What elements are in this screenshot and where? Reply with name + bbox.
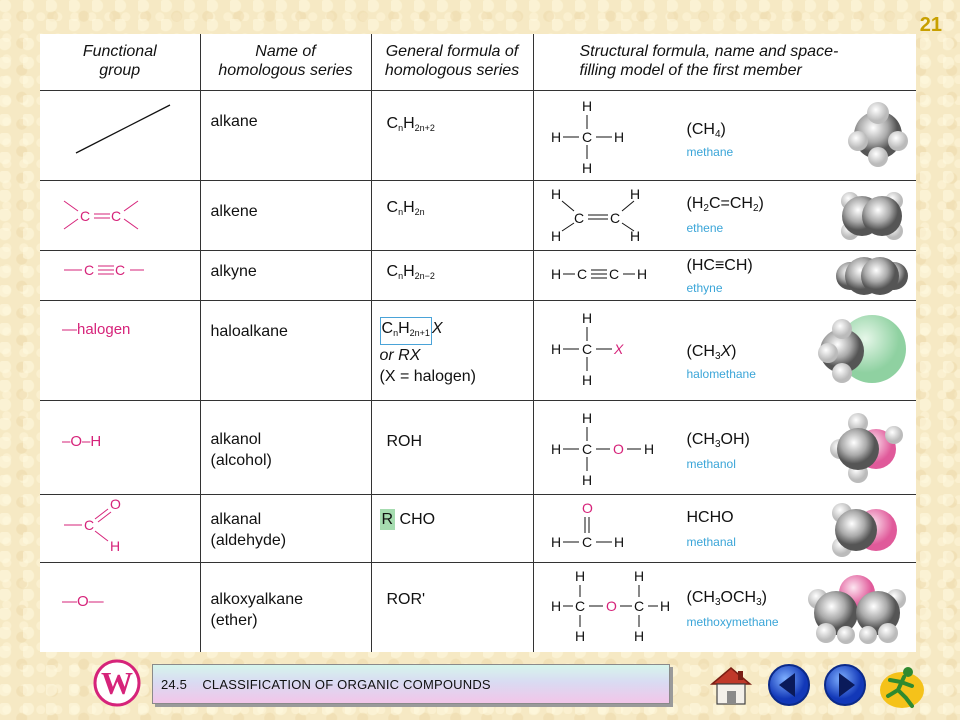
general-formula: ROR' [386, 590, 426, 608]
svg-text:H: H [581, 97, 592, 114]
halomethane-model-icon [812, 305, 908, 395]
ethene-model-icon [836, 187, 908, 245]
functional-group-cell [40, 250, 200, 300]
general-formula: R CHO [381, 510, 436, 528]
svg-text:H: H [613, 128, 624, 145]
methanal-structure-icon [546, 499, 636, 561]
structure-cell [533, 562, 916, 652]
svg-text:H: H [574, 627, 585, 644]
svg-text:C: C [581, 340, 592, 357]
methanol-structure-icon [546, 409, 676, 489]
svg-text:H: H [574, 567, 585, 584]
structure-cell [533, 494, 916, 562]
series-name: haloalkane [210, 322, 288, 340]
series-name: alkoxyalkane (ether) [210, 590, 303, 629]
functional-group: —O— [62, 592, 104, 610]
svg-text:C: C [574, 597, 585, 614]
series-name: alkyne [210, 262, 257, 280]
first-member-name: methanal [686, 534, 736, 549]
svg-text:H: H [613, 533, 624, 550]
svg-text:H: H [633, 567, 644, 584]
first-member-name: methanol [686, 456, 736, 471]
general-formula: ROH [386, 432, 423, 450]
double-bond-group-icon [58, 187, 168, 247]
table-row [40, 494, 916, 562]
table-row [40, 90, 916, 180]
svg-text:C: C [581, 440, 592, 457]
functional-group: –O–H [62, 432, 102, 450]
svg-text:H: H [633, 627, 644, 644]
svg-text:H: H [581, 309, 592, 326]
svg-text:O: O [605, 597, 617, 614]
general-formula: $C_nH_{2n-2}$ [386, 262, 435, 281]
structure-cell [533, 300, 916, 400]
molecular-formula: $(H_2C=CH_2)$ [686, 194, 764, 214]
functional-group-cell [40, 180, 200, 250]
molecular-formula: $(CH_4)$ [686, 120, 726, 140]
general-formula: $C_nH_{2n+1}$ X or RX (X = halogen) [372, 301, 533, 387]
svg-text:H: H [629, 227, 640, 244]
svg-text:H: H [581, 159, 592, 176]
series-name: alkanal (aldehyde) [210, 510, 287, 549]
svg-text:C: C [581, 128, 592, 145]
general-formula: $C_nH_{2n+2}$ [386, 114, 435, 133]
svg-text:W: W [101, 665, 133, 701]
table-row [40, 250, 916, 300]
svg-text:O: O [110, 495, 121, 512]
svg-text:C: C [576, 265, 587, 282]
w-logo-icon[interactable] [92, 658, 142, 708]
ethyne-model-icon [836, 255, 908, 297]
molecular-formula: (HC≡CH) [686, 256, 753, 274]
methoxymethane-structure-icon [546, 567, 686, 647]
methane-structure-icon [546, 97, 636, 177]
svg-text:H: H [110, 537, 121, 554]
svg-text:C: C [573, 209, 584, 226]
structure-cell [533, 90, 916, 180]
molecular-formula: $(CH_3OH)$ [686, 430, 750, 450]
svg-text:C: C [84, 516, 95, 533]
svg-text:H: H [636, 265, 647, 282]
series-name: alkene [210, 202, 258, 220]
molecular-formula: $(CH_3X)$ [686, 342, 737, 362]
triple-bond-group-icon [58, 253, 168, 293]
first-member-name: methoxymethane [686, 614, 779, 629]
structure-cell [533, 180, 916, 250]
halomethane-structure-icon [546, 309, 646, 389]
ethyne-structure-icon [546, 261, 656, 291]
functional-group-cell [40, 494, 200, 562]
page-number: 21 [919, 14, 942, 36]
classification-table-panel [40, 34, 916, 652]
svg-text:C: C [608, 265, 619, 282]
svg-text:C: C [115, 261, 126, 278]
header-structural-formula: Structural formula, name and space- filling model of the first member [533, 34, 916, 90]
general-formula: $C_nH_{2n}$ [386, 198, 425, 217]
svg-text:H: H [550, 185, 561, 202]
structure-cell [533, 400, 916, 494]
header-general-formula: General formula of homologous series [371, 34, 533, 90]
svg-text:H: H [550, 340, 561, 357]
functional-group: —halogen [62, 320, 131, 338]
next-icon[interactable] [820, 660, 870, 710]
header-functional-group: Functional group [40, 34, 200, 90]
svg-text:O: O [612, 440, 624, 457]
section-label: 24.5 CLASSIFICATION OF ORGANIC COMPOUNDS [161, 677, 491, 692]
single-bond-icon [58, 97, 178, 167]
formula-highlight-box: $C_nH_{2n+1}$ [380, 317, 432, 345]
svg-text:C: C [633, 597, 644, 614]
ethene-structure-icon [546, 183, 656, 247]
structure-cell [533, 250, 916, 300]
exit-runner-icon[interactable] [874, 660, 930, 712]
svg-text:H: H [550, 128, 561, 145]
svg-text:H: H [550, 227, 561, 244]
methoxymethane-model-icon [806, 569, 908, 645]
home-icon[interactable] [704, 660, 758, 710]
molecular-formula: $(CH_3OCH_3)$ [686, 588, 767, 608]
svg-text:H: H [581, 471, 592, 488]
svg-text:O: O [581, 499, 593, 516]
svg-text:C: C [581, 533, 592, 550]
svg-text:H: H [550, 533, 561, 550]
svg-text:H: H [581, 371, 592, 388]
series-name: alkanol (alcohol) [210, 430, 272, 469]
svg-text:C: C [609, 209, 620, 226]
header-series-name: Name of homologous series [200, 34, 371, 90]
previous-icon[interactable] [764, 660, 814, 710]
methanal-model-icon [828, 499, 908, 561]
svg-text:C: C [84, 261, 95, 278]
homologous-series-table [40, 34, 916, 652]
section-title-bar [152, 664, 670, 704]
series-name: alkane [210, 112, 258, 130]
svg-text:C: C [111, 207, 122, 224]
svg-text:H: H [581, 409, 592, 426]
table-row [40, 562, 916, 652]
table-row [40, 300, 916, 400]
first-member-name: halomethane [686, 366, 756, 381]
table-row [40, 400, 916, 494]
svg-text:H: H [659, 597, 670, 614]
svg-text:X: X [613, 340, 623, 357]
svg-text:H: H [550, 265, 561, 282]
functional-group-cell [40, 90, 200, 180]
first-member-name: ethene [686, 220, 724, 235]
methanol-model-icon [828, 409, 908, 487]
svg-text:H: H [550, 440, 561, 457]
table-row [40, 180, 916, 250]
svg-text:H: H [629, 185, 640, 202]
methane-model-icon [848, 101, 908, 169]
svg-text:C: C [80, 207, 91, 224]
molecular-formula: HCHO [686, 508, 734, 526]
svg-text:H: H [643, 440, 654, 457]
aldehyde-group-icon [58, 495, 168, 559]
first-member-name: methane [686, 144, 734, 159]
svg-text:H: H [550, 597, 561, 614]
first-member-name: ethyne [686, 280, 723, 295]
